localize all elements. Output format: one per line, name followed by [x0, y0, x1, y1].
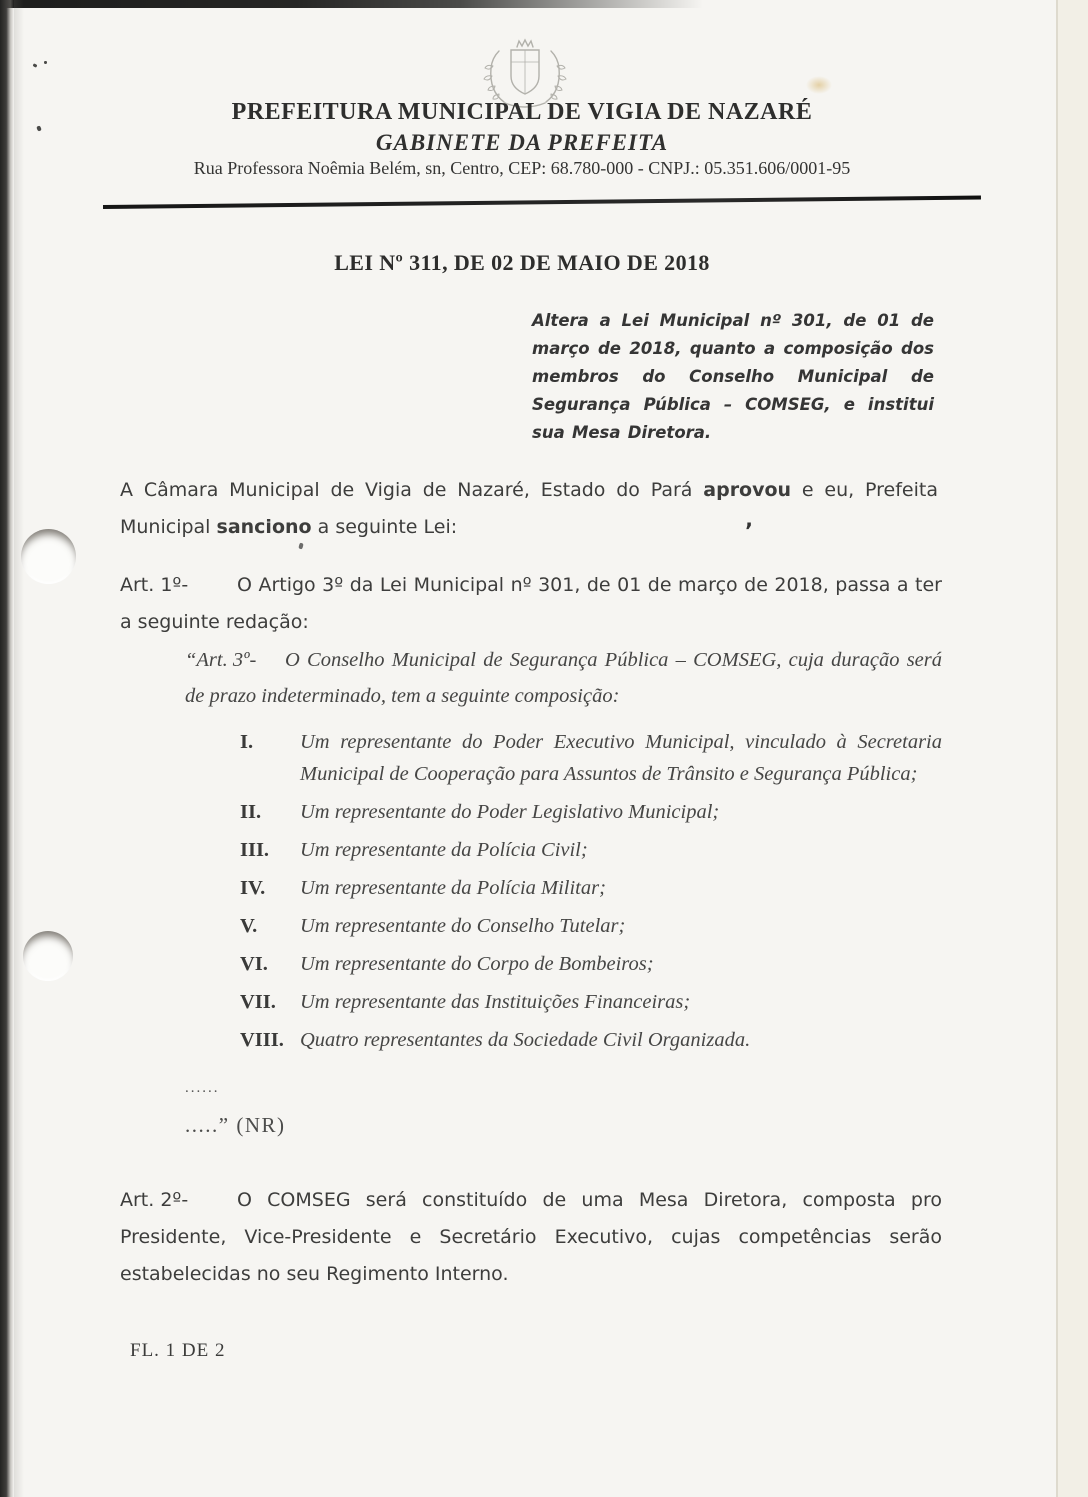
law-epigraph: Altera a Lei Municipal nº 301, de 01 de março de 2018, quanto a composição dos membros do Conselho Municipal de Segurança Pública – COMSEG, e institui sua Mesa Diretora. [532, 311, 934, 442]
preamble-text-segment: aprovou [703, 479, 792, 501]
list-item-numeral: IV. [240, 877, 266, 899]
header-divider [103, 195, 981, 208]
ink-speck [44, 61, 47, 64]
address-line: Rua Professora Noêmia Belém, sn, Centro, CEP: 68.780-000 - CNPJ.: 05.351.606/0001-95 [193, 158, 851, 178]
list-item-text: Um representante das Instituições Financeiras; [300, 991, 691, 1013]
list-item-numeral: VI. [240, 953, 268, 975]
scan-edge-top [0, 0, 740, 8]
article-2-text: O COMSEG será constituído de uma Mesa Diretora, composta pro Presidente, Vice-Presidente e Secretário Executivo, cujas competências serão estabelecidas no seu Regimento Interno. [120, 1189, 942, 1285]
organization-name: PREFEITURA MUNICIPAL DE VIGIA DE NAZARÉ [231, 99, 813, 125]
composition-list-item [240, 948, 942, 980]
preamble-text-segment: sanciono [216, 516, 312, 538]
list-item-text: Um representante da Polícia Militar; [300, 877, 606, 899]
list-item-text: Um representante do Corpo de Bombeiros; [300, 953, 654, 975]
list-item-text: Um representante do Conselho Tutelar; [300, 915, 626, 937]
article-1-text: O Artigo 3º da Lei Municipal nº 301, de 01 de março de 2018, passa a ter a seguinte redação: [120, 574, 942, 633]
list-item-numeral: V. [240, 915, 258, 937]
composition-list-item [240, 910, 942, 942]
law-title: LEI Nº 311, DE 02 DE MAIO DE 2018 [334, 250, 710, 275]
list-item-text: Um representante do Poder Executivo Municipal, vinculado à Secretaria Municipal de Cooperação para Assuntos de Trânsito e Segurança Pública; [300, 731, 942, 785]
composition-list-item [240, 834, 942, 866]
composition-list-item [240, 796, 942, 828]
stray-quote-mark: ’ [745, 519, 753, 543]
punch-hole-top [21, 529, 76, 584]
quoted-article-3-intro: O Conselho Municipal de Segurança Pública – COMSEG, cuja duração será de prazo indeterminado, tem a seguinte composição: [185, 649, 942, 707]
ellipsis-closing-line: .....” (NR) [185, 1113, 286, 1137]
article-2 [120, 1182, 942, 1293]
punch-hole-bottom [23, 931, 73, 981]
ink-speck [33, 63, 38, 68]
preamble-text-segment: A Câmara Municipal de Vigia de Nazaré, Estado do Pará [120, 479, 704, 501]
list-item-text: Um representante do Poder Legislativo Municipal; [300, 801, 720, 823]
composition-list-item [240, 726, 942, 790]
paper-right-edge [1056, 0, 1088, 1497]
preamble-text-segment: a seguinte Lei: [311, 516, 458, 538]
list-item-numeral: II. [240, 801, 262, 823]
article-2-label: Art. 2º- [120, 1189, 189, 1211]
scan-edge-left [0, 0, 14, 1497]
composition-list-item [240, 986, 942, 1018]
list-item-numeral: III. [240, 839, 270, 861]
list-item-numeral: VIII. [240, 1029, 284, 1051]
paper-stain [806, 76, 832, 94]
preamble [120, 472, 938, 546]
ellipsis-line: ...... [185, 1080, 220, 1096]
article-1-label: Art. 1º- [120, 574, 189, 596]
list-item-numeral: I. [240, 731, 254, 753]
office-name: GABINETE DA PREFEITA [375, 130, 669, 155]
article-1 [120, 567, 942, 641]
composition-list-item [240, 1024, 942, 1056]
quoted-article-3 [185, 642, 942, 714]
sheet-number-label: FL. 1 DE 2 [130, 1340, 226, 1361]
list-item-numeral: VII. [240, 991, 276, 1013]
composition-list-item [240, 872, 942, 904]
quoted-article-3-label: “Art. 3º- [185, 649, 257, 671]
list-item-text: Um representante da Polícia Civil; [300, 839, 588, 861]
list-item-text: Quatro representantes da Sociedade Civil Organizada. [300, 1029, 751, 1051]
composition-list [240, 726, 942, 1062]
preamble-text-segment: e eu, Prefeita Municipal [120, 479, 938, 538]
